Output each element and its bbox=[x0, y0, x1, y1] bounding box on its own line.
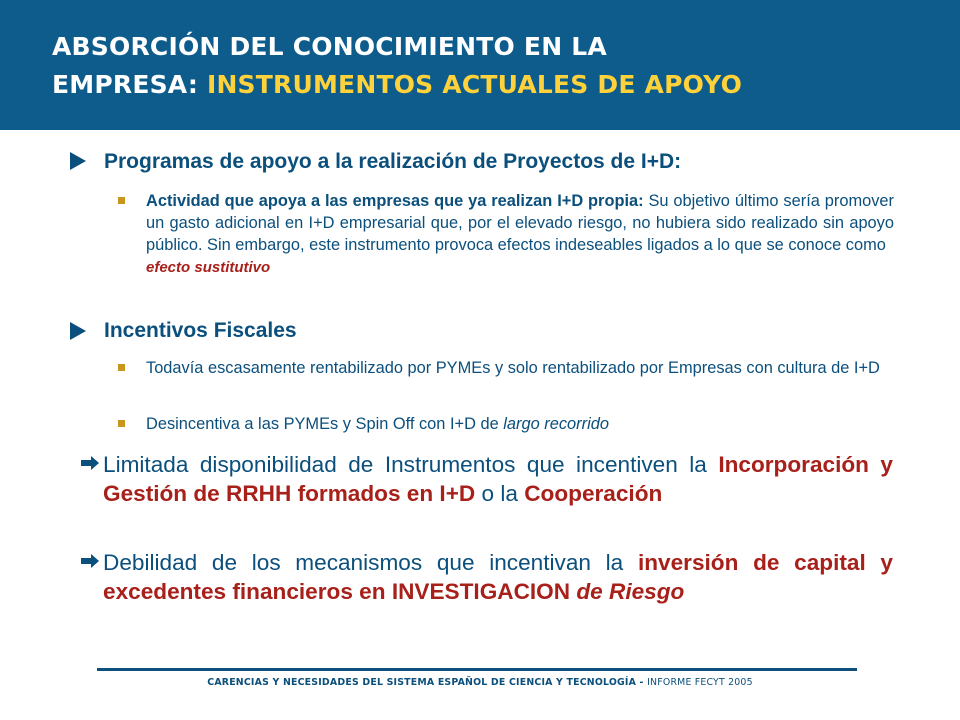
square-bullet-icon bbox=[118, 364, 125, 371]
section-2-bullet-2-text: Desincentiva a las PYMEs y Spin Off con I+D de bbox=[146, 415, 504, 433]
footer-sub: INFORME FECYT 2005 bbox=[647, 677, 753, 688]
point-2-text bbox=[103, 548, 893, 606]
section-1-heading: Programas de apoyo a la realización de Proyectos de I+D: bbox=[104, 150, 682, 173]
section-2-heading: Incentivos Fiscales bbox=[104, 319, 297, 342]
footer-divider bbox=[97, 668, 857, 671]
pointing-hand-icon bbox=[80, 454, 100, 472]
title-line-1: ABSORCIÓN DEL CONOCIMIENTO EN LA bbox=[52, 32, 607, 61]
title-line-2-prefix: EMPRESA: bbox=[52, 70, 207, 99]
point-2-emphasis-2: de Riesgo bbox=[576, 579, 685, 604]
square-bullet-icon bbox=[118, 420, 125, 427]
title-line-2-accent: INSTRUMENTOS ACTUALES DE APOYO bbox=[206, 70, 743, 99]
point-1-emphasis-2: Cooperación bbox=[524, 481, 663, 506]
section-2-bullet-2-emphasis: largo recorrido bbox=[503, 415, 609, 433]
point-2-emphasis-1: inversión de capital y excedentes financieros en INVESTIGACION bbox=[103, 550, 893, 604]
point-2-text-1: Debilidad de los mecanismos que incentivan la bbox=[103, 550, 638, 575]
triangle-arrow-icon bbox=[70, 152, 86, 170]
section-1-bullet-1 bbox=[146, 190, 894, 279]
section-2-bullet-1: Todavía escasamente rentabilizado por PYMEs y solo rentabilizado por Empresas con cultura de I+D bbox=[146, 359, 880, 377]
point-1-text-1: Limitada disponibilidad de Instrumentos que incentiven la bbox=[103, 452, 719, 477]
section-2-bullet-2 bbox=[146, 413, 894, 435]
pointing-hand-icon bbox=[80, 552, 100, 570]
point-1-text-2: o la bbox=[475, 481, 525, 506]
footer-main: CARENCIAS Y NECESIDADES DEL SISTEMA ESPAÑOL DE CIENCIA Y TECNOLOGÍA bbox=[207, 677, 637, 688]
square-bullet-icon bbox=[118, 197, 125, 204]
footer bbox=[0, 677, 960, 688]
point-1-text bbox=[103, 450, 893, 508]
section-1-bullet-1-emphasis: efecto sustitutivo bbox=[146, 259, 271, 276]
point-1-emphasis-1: Incorporación y Gestión de RRHH formados en I+D bbox=[103, 452, 893, 506]
footer-separator: - bbox=[636, 677, 648, 688]
section-1-bullet-1-text: Su objetivo último sería promover un gasto adicional en I+D empresarial que, por el elevado riesgo, no hubiera sido realizado sin apoyo público. Sin embargo, este instrumento provoca efectos indeseables ligados a lo que se conoce como bbox=[146, 192, 894, 254]
section-1-bullet-1-bold: Actividad que apoya a las empresas que ya realizan I+D propia: bbox=[146, 192, 644, 210]
triangle-arrow-icon bbox=[70, 322, 86, 340]
